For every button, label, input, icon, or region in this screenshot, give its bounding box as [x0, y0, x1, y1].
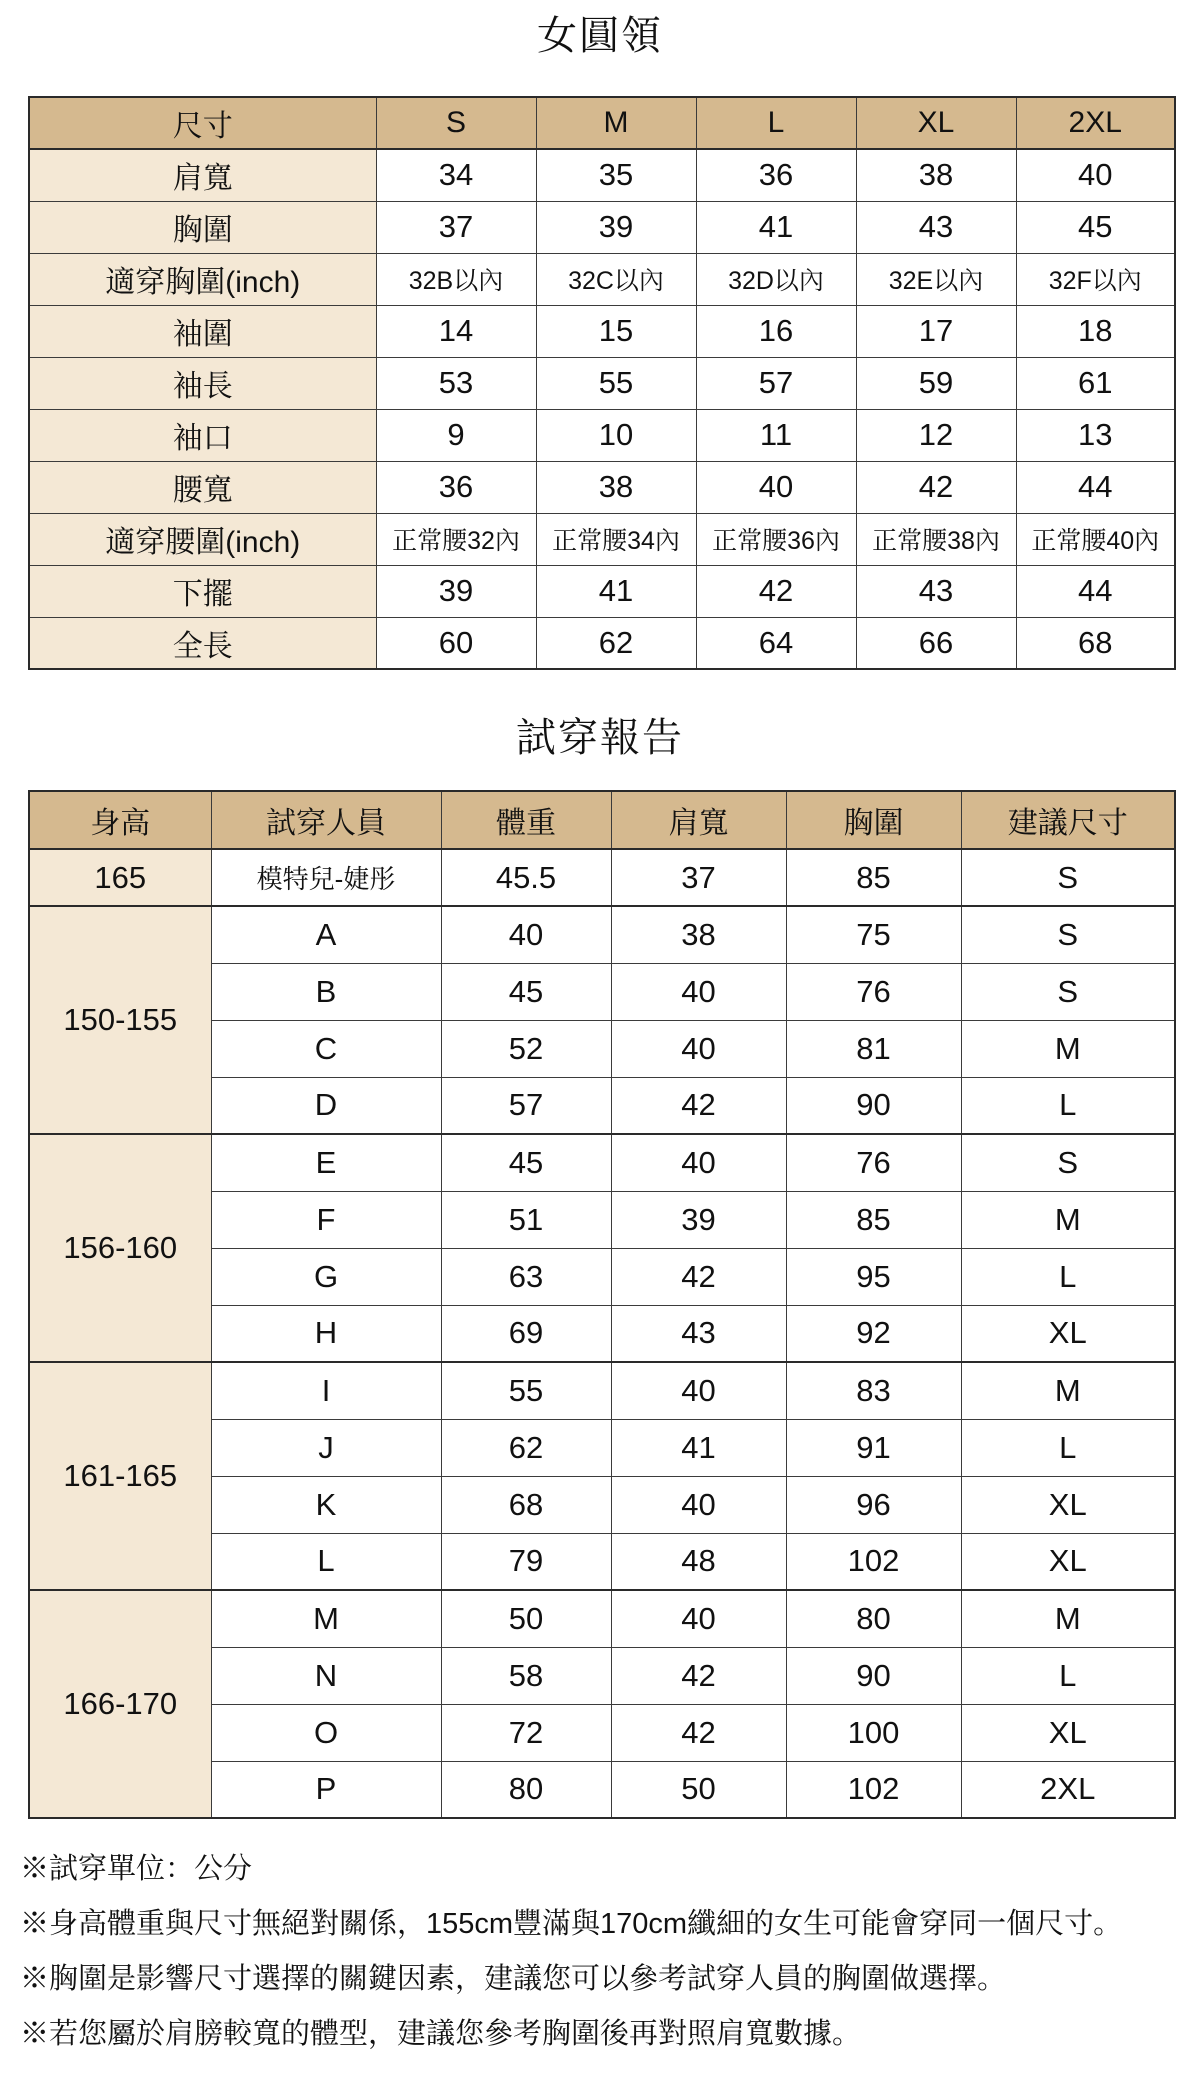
chest-cell: 96: [786, 1476, 961, 1533]
chest-cell: 81: [786, 1020, 961, 1077]
weight-cell: 57: [441, 1077, 611, 1134]
value-cell: 36: [376, 461, 536, 513]
suggested-size-cell: XL: [961, 1305, 1175, 1362]
value-cell: 32E以內: [856, 253, 1016, 305]
table-row: [29, 849, 1175, 906]
header-cell-size: 尺寸: [29, 97, 376, 149]
value-cell: 40: [696, 461, 856, 513]
value-cell: 14: [376, 305, 536, 357]
person-cell: P: [211, 1761, 441, 1818]
value-cell: 43: [856, 565, 1016, 617]
value-cell: 正常腰38內: [856, 513, 1016, 565]
value-cell: 62: [536, 617, 696, 669]
chest-cell: 85: [786, 849, 961, 906]
weight-cell: 45: [441, 1134, 611, 1191]
suggested-size-cell: M: [961, 1590, 1175, 1647]
value-cell: 43: [856, 201, 1016, 253]
row-label-cuff: 袖口: [29, 409, 376, 461]
chest-cell: 100: [786, 1704, 961, 1761]
shoulder-cell: 48: [611, 1533, 786, 1590]
value-cell: 34: [376, 149, 536, 201]
suggested-size-cell: M: [961, 1191, 1175, 1248]
weight-cell: 68: [441, 1476, 611, 1533]
chest-cell: 83: [786, 1362, 961, 1419]
shoulder-cell: 40: [611, 1362, 786, 1419]
height-cell: 161-165: [29, 1362, 211, 1590]
value-cell: 正常腰40內: [1016, 513, 1175, 565]
value-cell: 正常腰32內: [376, 513, 536, 565]
shoulder-cell: 37: [611, 849, 786, 906]
height-cell: 150-155: [29, 906, 211, 1134]
row-label-fit-chest-inch: 適穿胸圍(inch): [29, 253, 376, 305]
suggested-size-cell: L: [961, 1419, 1175, 1476]
weight-cell: 63: [441, 1248, 611, 1305]
row-label-sleeve-girth: 袖圍: [29, 305, 376, 357]
table-row: [29, 253, 1175, 305]
value-cell: 60: [376, 617, 536, 669]
suggested-size-cell: S: [961, 906, 1175, 963]
value-cell: 15: [536, 305, 696, 357]
value-cell: 42: [856, 461, 1016, 513]
fitting-report-table: [28, 790, 1176, 1819]
person-cell: G: [211, 1248, 441, 1305]
row-label-fit-waist-inch: 適穿腰圍(inch): [29, 513, 376, 565]
person-cell: A: [211, 906, 441, 963]
footnotes: [20, 1852, 1180, 2072]
person-cell: J: [211, 1419, 441, 1476]
chest-cell: 76: [786, 963, 961, 1020]
size-chart-table: [28, 96, 1176, 670]
chest-cell: 75: [786, 906, 961, 963]
value-cell: 41: [536, 565, 696, 617]
value-cell: 44: [1016, 461, 1175, 513]
value-cell: 59: [856, 357, 1016, 409]
table-row: [29, 617, 1175, 669]
person-cell: I: [211, 1362, 441, 1419]
value-cell: 13: [1016, 409, 1175, 461]
weight-cell: 69: [441, 1305, 611, 1362]
weight-cell: 72: [441, 1704, 611, 1761]
table-row: [29, 513, 1175, 565]
value-cell: 42: [696, 565, 856, 617]
value-cell: 9: [376, 409, 536, 461]
table-row: [29, 461, 1175, 513]
chest-cell: 80: [786, 1590, 961, 1647]
value-cell: 41: [696, 201, 856, 253]
value-cell: 55: [536, 357, 696, 409]
row-label-waist-width: 腰寬: [29, 461, 376, 513]
person-cell: M: [211, 1590, 441, 1647]
header-cell-s: S: [376, 97, 536, 149]
value-cell: 32C以內: [536, 253, 696, 305]
header-cell-weight: 體重: [441, 791, 611, 849]
chest-cell: 92: [786, 1305, 961, 1362]
suggested-size-cell: S: [961, 1134, 1175, 1191]
weight-cell: 51: [441, 1191, 611, 1248]
value-cell: 正常腰36內: [696, 513, 856, 565]
shoulder-cell: 40: [611, 1590, 786, 1647]
row-label-chest: 胸圍: [29, 201, 376, 253]
weight-cell: 45: [441, 963, 611, 1020]
row-label-hem: 下擺: [29, 565, 376, 617]
value-cell: 12: [856, 409, 1016, 461]
suggested-size-cell: L: [961, 1647, 1175, 1704]
table-row: [29, 1362, 1175, 1419]
value-cell: 68: [1016, 617, 1175, 669]
person-cell: D: [211, 1077, 441, 1134]
weight-cell: 79: [441, 1533, 611, 1590]
value-cell: 66: [856, 617, 1016, 669]
weight-cell: 50: [441, 1590, 611, 1647]
shoulder-cell: 50: [611, 1761, 786, 1818]
table-row: [29, 1134, 1175, 1191]
fitting-report-title: 試穿報告: [516, 716, 684, 760]
value-cell: 正常腰34內: [536, 513, 696, 565]
height-cell: 165: [29, 849, 211, 906]
chest-cell: 85: [786, 1191, 961, 1248]
suggested-size-cell: XL: [961, 1533, 1175, 1590]
suggested-size-cell: 2XL: [961, 1761, 1175, 1818]
suggested-size-cell: L: [961, 1248, 1175, 1305]
shoulder-cell: 38: [611, 906, 786, 963]
suggested-size-cell: XL: [961, 1704, 1175, 1761]
suggested-size-cell: M: [961, 1020, 1175, 1077]
value-cell: 57: [696, 357, 856, 409]
row-label-shoulder: 肩寬: [29, 149, 376, 201]
shoulder-cell: 42: [611, 1077, 786, 1134]
suggested-size-cell: XL: [961, 1476, 1175, 1533]
header-cell-2xl: 2XL: [1016, 97, 1175, 149]
chest-cell: 102: [786, 1761, 961, 1818]
shoulder-cell: 42: [611, 1647, 786, 1704]
shoulder-cell: 41: [611, 1419, 786, 1476]
chest-cell: 90: [786, 1647, 961, 1704]
value-cell: 53: [376, 357, 536, 409]
shoulder-cell: 39: [611, 1191, 786, 1248]
person-cell: H: [211, 1305, 441, 1362]
person-cell: C: [211, 1020, 441, 1077]
table-row: [29, 305, 1175, 357]
value-cell: 61: [1016, 357, 1175, 409]
header-cell-shoulder: 肩寬: [611, 791, 786, 849]
value-cell: 44: [1016, 565, 1175, 617]
value-cell: 40: [1016, 149, 1175, 201]
table-row: [29, 906, 1175, 963]
height-cell: 166-170: [29, 1590, 211, 1818]
value-cell: 32D以內: [696, 253, 856, 305]
value-cell: 16: [696, 305, 856, 357]
footnote-unit: ※試穿單位：公分: [20, 1853, 253, 1885]
table-row: [29, 201, 1175, 253]
value-cell: 35: [536, 149, 696, 201]
header-cell-height: 身高: [29, 791, 211, 849]
header-cell-xl: XL: [856, 97, 1016, 149]
person-cell: O: [211, 1704, 441, 1761]
header-cell-fitter: 試穿人員: [211, 791, 441, 849]
value-cell: 39: [536, 201, 696, 253]
shoulder-cell: 43: [611, 1305, 786, 1362]
suggested-size-cell: M: [961, 1362, 1175, 1419]
weight-cell: 52: [441, 1020, 611, 1077]
chest-cell: 95: [786, 1248, 961, 1305]
shoulder-cell: 42: [611, 1248, 786, 1305]
weight-cell: 80: [441, 1761, 611, 1818]
suggested-size-cell: S: [961, 963, 1175, 1020]
value-cell: 18: [1016, 305, 1175, 357]
footnote-shoulder: ※若您屬於肩膀較寬的體型，建議您參考胸圍後再對照肩寬數據。: [20, 2018, 862, 2050]
height-cell: 156-160: [29, 1134, 211, 1362]
row-label-total-length: 全長: [29, 617, 376, 669]
weight-cell: 62: [441, 1419, 611, 1476]
suggested-size-cell: S: [961, 849, 1175, 906]
value-cell: 45: [1016, 201, 1175, 253]
chest-cell: 90: [786, 1077, 961, 1134]
chest-cell: 91: [786, 1419, 961, 1476]
value-cell: 38: [856, 149, 1016, 201]
header-cell-l: L: [696, 97, 856, 149]
value-cell: 32F以內: [1016, 253, 1175, 305]
shoulder-cell: 40: [611, 1134, 786, 1191]
size-chart-title: 女圓領: [537, 14, 663, 58]
header-cell-m: M: [536, 97, 696, 149]
suggested-size-cell: L: [961, 1077, 1175, 1134]
shoulder-cell: 40: [611, 1020, 786, 1077]
table-row: [29, 565, 1175, 617]
value-cell: 64: [696, 617, 856, 669]
person-cell: B: [211, 963, 441, 1020]
header-cell-chest: 胸圍: [786, 791, 961, 849]
person-cell: 模特兒-婕彤: [211, 849, 441, 906]
table-row: [29, 1590, 1175, 1647]
table-row: [29, 149, 1175, 201]
fitting-report-header-row: [29, 791, 1175, 849]
shoulder-cell: 40: [611, 963, 786, 1020]
person-cell: K: [211, 1476, 441, 1533]
chest-cell: 102: [786, 1533, 961, 1590]
value-cell: 39: [376, 565, 536, 617]
person-cell: N: [211, 1647, 441, 1704]
value-cell: 36: [696, 149, 856, 201]
weight-cell: 40: [441, 906, 611, 963]
weight-cell: 45.5: [441, 849, 611, 906]
footnote-height-weight: ※身高體重與尺寸無絕對關係，155cm豐滿與170cm纖細的女生可能會穿同一個尺寸。: [20, 1908, 1123, 1940]
value-cell: 32B以內: [376, 253, 536, 305]
weight-cell: 58: [441, 1647, 611, 1704]
table-row: [29, 357, 1175, 409]
person-cell: L: [211, 1533, 441, 1590]
size-chart-header-row: [29, 97, 1175, 149]
header-cell-suggested-size: 建議尺寸: [961, 791, 1175, 849]
person-cell: E: [211, 1134, 441, 1191]
row-label-sleeve-length: 袖長: [29, 357, 376, 409]
shoulder-cell: 40: [611, 1476, 786, 1533]
shoulder-cell: 42: [611, 1704, 786, 1761]
chest-cell: 76: [786, 1134, 961, 1191]
value-cell: 10: [536, 409, 696, 461]
table-row: [29, 409, 1175, 461]
value-cell: 37: [376, 201, 536, 253]
value-cell: 38: [536, 461, 696, 513]
weight-cell: 55: [441, 1362, 611, 1419]
footnote-chest-key: ※胸圍是影響尺寸選擇的關鍵因素，建議您可以參考試穿人員的胸圍做選擇。: [20, 1963, 1007, 1995]
person-cell: F: [211, 1191, 441, 1248]
value-cell: 17: [856, 305, 1016, 357]
value-cell: 11: [696, 409, 856, 461]
